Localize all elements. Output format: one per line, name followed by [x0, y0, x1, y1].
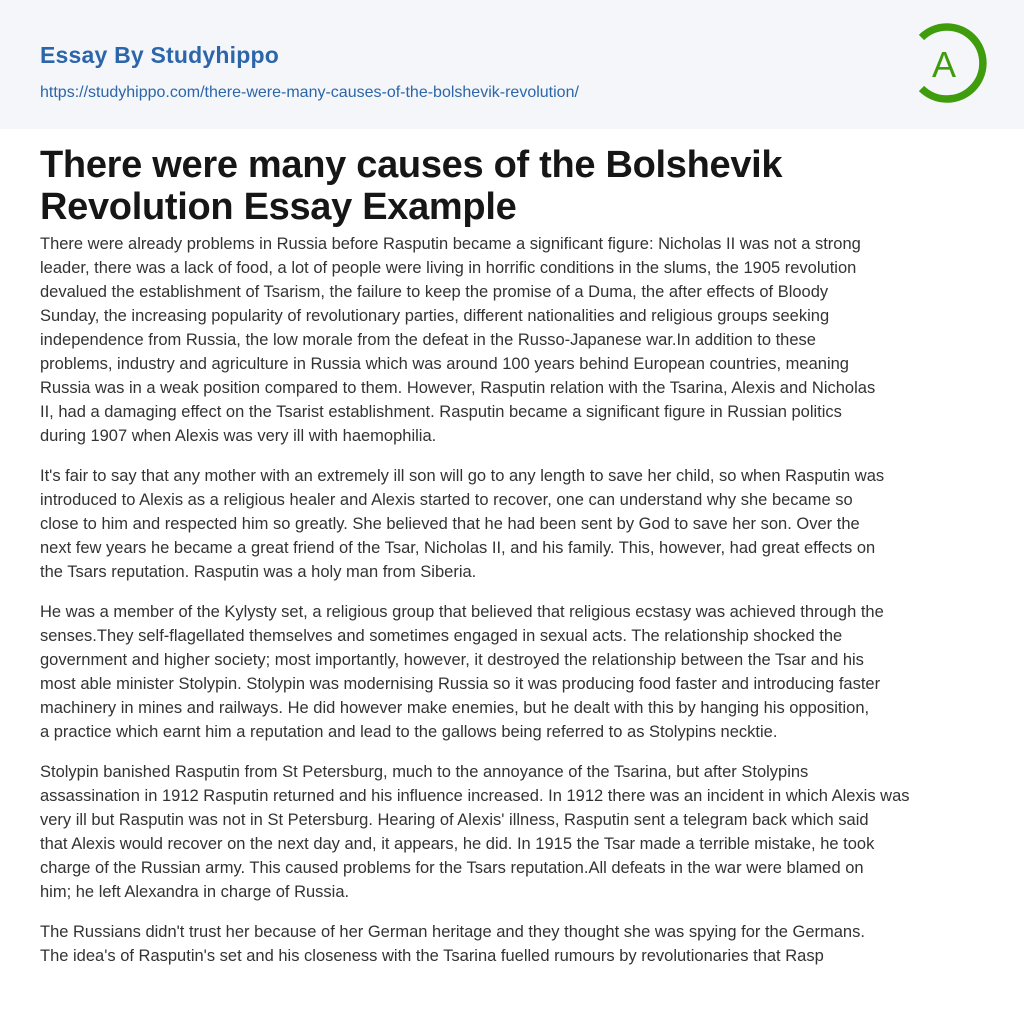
essay-paragraph: [40, 600, 1000, 744]
title-line: There were many causes of the Bolshevik: [40, 144, 783, 186]
paragraph-line: during 1907 when Alexis was very ill with haemophilia.: [40, 427, 437, 445]
essay-paragraph: [40, 760, 1000, 904]
paragraph-line: charge of the Russian army. This caused problems for the Tsars reputation.All defeats in the war were blamed on: [40, 859, 864, 877]
paragraph-line: leader, there was a lack of food, a lot of people were living in horrific conditions in the slums, the 1905 revolution: [40, 259, 857, 277]
paragraph-line: problems, industry and agriculture in Russia which was around 100 years behind European countries, meaning: [40, 355, 849, 373]
paragraph-line: very ill but Rasputin was not in St Petersburg. Hearing of Alexis' illness, Rasputin sent a telegram back which said: [40, 811, 869, 829]
paragraph-line: close to him and respected him so greatly. She believed that he had been sent by God to save her son. Over the: [40, 515, 860, 533]
paragraph-line: assassination in 1912 Rasputin returned and his influence increased. In 1912 there was an incident in which Alexis was: [40, 787, 910, 805]
paragraph-line: next few years he became a great friend of the Tsar, Nicholas II, and his family. This, however, had great effects on: [40, 539, 876, 557]
paragraph-line: introduced to Alexis as a religious healer and Alexis started to recover, one can understand why she became so: [40, 491, 853, 509]
paragraph-line: the Tsars reputation. Rasputin was a holy man from Siberia.: [40, 563, 477, 581]
paragraph-line: him; he left Alexandra in charge of Russia.: [40, 883, 350, 901]
site-header: [0, 0, 1024, 129]
paragraph-line: Stolypin banished Rasputin from St Petersburg, much to the annoyance of the Tsarina, but after Stolypins: [40, 763, 809, 781]
paragraph-line: machinery in mines and railways. He did however make enemies, but he dealt with this by hanging his opposition,: [40, 699, 870, 717]
paragraph-line: The idea's of Rasputin's set and his closeness with the Tsarina fuelled rumours by revolutionaries that Rasp: [40, 947, 824, 965]
essay-paragraph: [40, 920, 1000, 968]
paragraph-line: Sunday, the increasing popularity of revolutionary parties, different nationalities and religious groups seeking: [40, 307, 830, 325]
paragraph-line: II, had a damaging effect on the Tsarist establishment. Rasputin became a significant figure in Russian politics: [40, 403, 842, 421]
paragraph-line: a practice which earnt him a reputation and lead to the gallows being referred to as Stolypins necktie.: [40, 723, 778, 741]
paragraph-line: senses.They self-flagellated themselves and sometimes engaged in sexual acts. The relationship shocked the: [40, 627, 843, 645]
paragraph-line: devalued the establishment of Tsarism, the failure to keep the promise of a Duma, the after effects of Bloody: [40, 283, 829, 301]
paragraph-line: There were already problems in Russia before Rasputin became a significant figure: Nicholas II was not a strong: [40, 235, 861, 253]
paragraph-line: most able minister Stolypin. Stolypin was modernising Russia so it was producing food faster and introducing faster: [40, 675, 881, 693]
paragraph-line: that Alexis would recover on the next day and, it appears, he did. In 1915 the Tsar made a terrible mistake, he took: [40, 835, 875, 853]
paragraph-line: government and higher society; most importantly, however, it destroyed the relationship between the Tsar and his: [40, 651, 864, 669]
essay-url-link[interactable]: https://studyhippo.com/there-were-many-causes-of-the-bolshevik-revolution/: [40, 84, 579, 101]
studyhippo-logo-icon[interactable]: [905, 21, 989, 105]
site-name: Essay By Studyhippo: [40, 42, 279, 68]
page-title: [40, 144, 1000, 228]
essay-paragraph: [40, 232, 1000, 448]
essay-paragraph: [40, 464, 1000, 584]
svg-text:A: A: [931, 44, 957, 85]
essay-body: [40, 232, 1000, 984]
paragraph-line: He was a member of the Kylysty set, a religious group that believed that religious ecstasy was achieved through the: [40, 603, 884, 621]
paragraph-line: The Russians didn't trust her because of her German heritage and they thought she was spying for the Germans.: [40, 923, 865, 941]
title-line: Revolution Essay Example: [40, 186, 517, 228]
paragraph-line: Russia was in a weak position compared to them. However, Rasputin relation with the Tsarina, Alexis and Nicholas: [40, 379, 876, 397]
paragraph-line: It's fair to say that any mother with an extremely ill son will go to any length to save her child, so when Rasputin was: [40, 467, 885, 485]
paragraph-line: independence from Russia, the low morale from the defeat in the Russo-Japanese war.In addition to these: [40, 331, 816, 349]
